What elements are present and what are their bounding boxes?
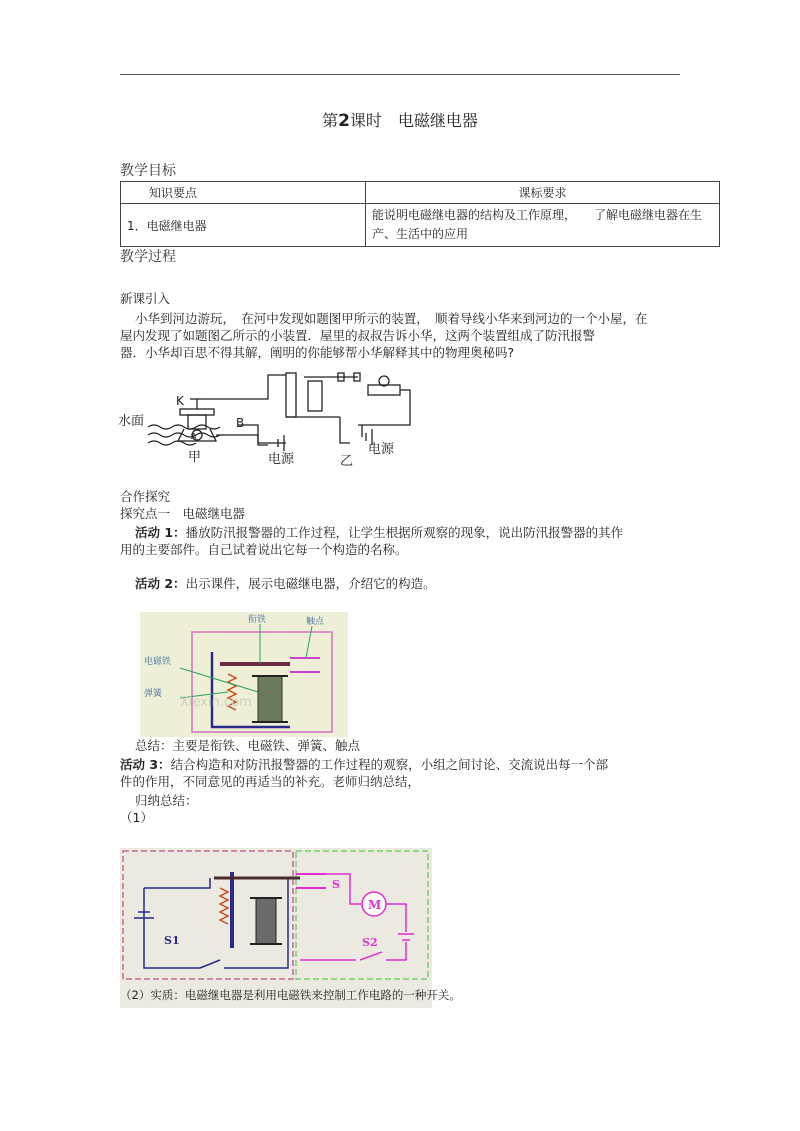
watermark: Xiexin.com [180,695,252,710]
label-water: 水面 [118,414,145,429]
label-s1: S1 [164,934,180,947]
intro-line-2: 屋内发现了如题图乙所示的小装置．屋里的叔叔告诉小华，这两个装置组成了防汛报警 [120,328,596,343]
summary-1: 总结：主要是衔铁、电磁铁、弹簧、触点 [135,738,361,753]
relay-circuit-figure [120,848,432,1008]
paragraph-2: （2）实质：电磁继电器是利用电磁铁来控制工作电路的一种开关。 [120,988,461,1002]
section-goals: 教学目标 [120,163,176,179]
intro-line-1: 小华到河边游玩， 在河中发现如题图甲所示的装置， 顺着导线小华来到河边的一个小屋，在 [135,311,648,326]
summary-2: 归纳总结： [135,793,198,808]
intro-line-3: 器．小华却百思不得其解，阐明的你能够帮小华解释其中的物理奥秘吗? [120,345,515,360]
table-cell-requirement: 能说明电磁继电器的结构及工作原理， 了解电磁继电器在生 产、生活中的应用 [366,204,720,247]
label-armature: 衔铁 [248,615,267,625]
label-power-2: 电源 [368,442,395,457]
section-coop: 合作探究 [120,489,171,504]
page-title: 第2课时 电磁继电器 [322,111,478,131]
label-k: K [176,394,184,408]
label-s: S [332,878,340,891]
label-power-1: 电源 [268,452,295,467]
label-motor: M [368,898,382,912]
label-spring: 弹簧 [144,689,163,699]
table-header-knowledge: 知识要点 [121,182,366,204]
section-intro: 新课引入 [120,291,171,306]
goals-table [120,181,720,247]
label-contact: 触点 [306,617,325,627]
label-yi: 乙 [340,454,354,469]
relay-structure-figure [140,612,348,737]
activity-2: 活动 2：出示课件，展示电磁继电器，介绍它的构造。 [135,576,436,591]
paragraph-1: （1） [120,810,153,825]
label-s2: S2 [362,936,378,949]
section-point1: 探究点一 电磁继电器 [120,506,246,521]
activity-3-line-2: 件的作用，不同意见的再适当的补充。老师归纳总结， [120,774,421,789]
label-jia: 甲 [188,450,202,465]
label-b: B [236,416,245,430]
activity-1-line-2: 用的主要部件。自己试着说出它每一个构造的名称。 [120,542,408,557]
activity-1-line-1: 活动 1：播放防汛报警器的工作过程，让学生根据所观察的现象，说出防汛报警器的其作 [135,525,624,540]
top-rule [120,74,680,75]
table-cell-topic: 1．电磁继电器 [121,204,366,247]
activity-3-line-1: 活动 3：结合构造和对防汛报警器的工作过程的观察，小组之间讨论、交流说出每一个部 [120,757,609,772]
table-header-standard: 课标要求 [366,182,720,204]
flood-alarm-figure [118,365,418,470]
label-a: A [191,432,197,441]
section-process: 教学过程 [120,249,176,265]
label-magnet: 电磁铁 [144,657,172,667]
